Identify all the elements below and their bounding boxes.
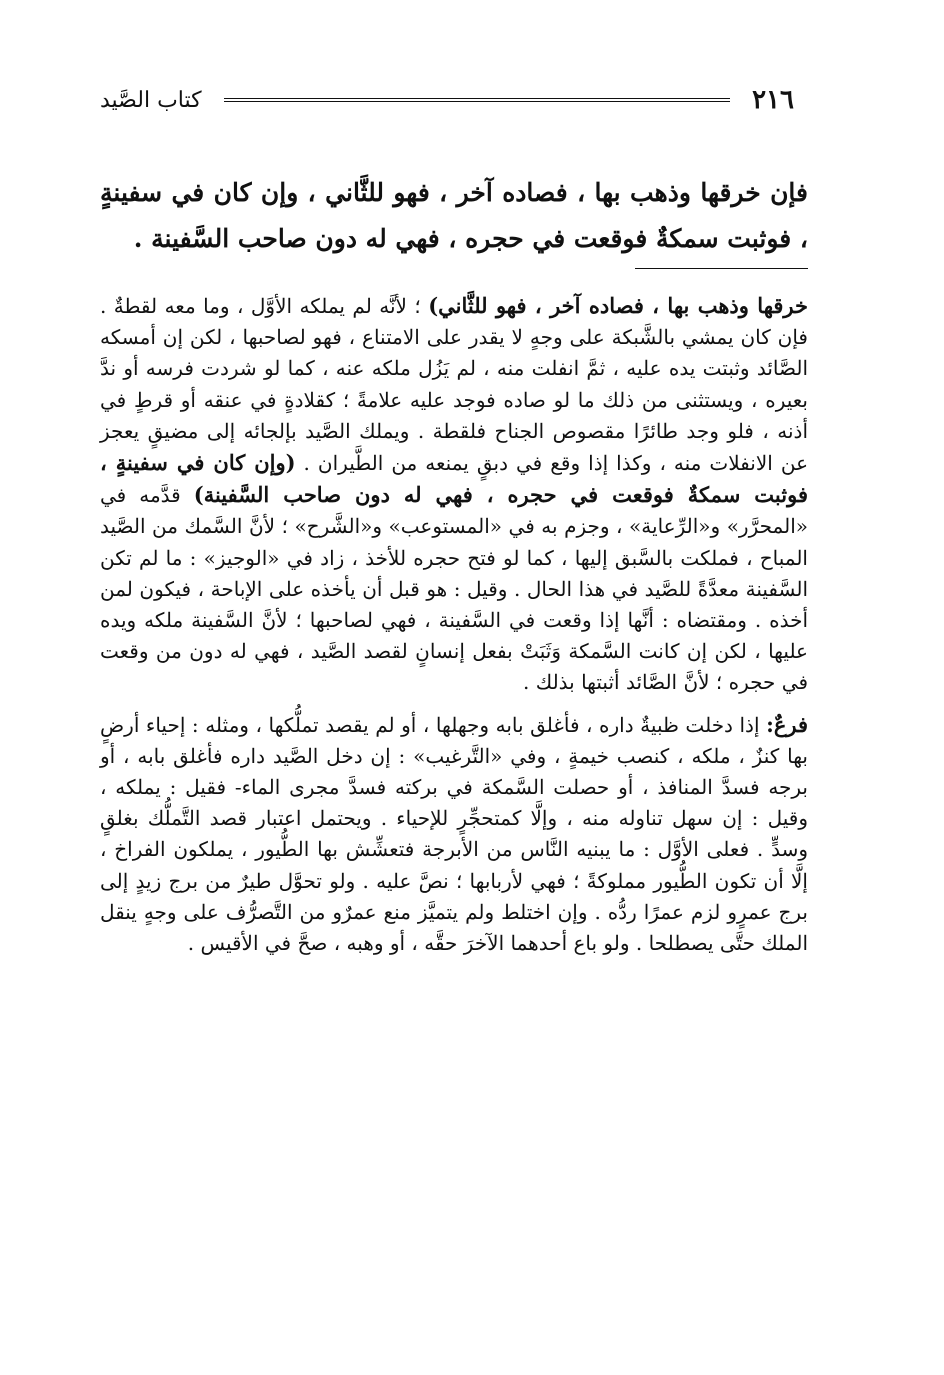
commentary-text: ؛ لأنَّه لم يملكه الأوَّل ، وما معه لقطةٌ . فإن كان يمشي بالشَّبكة على وجهٍ لا يقدر على الامتناع ، فهو لصاحبها ، لكن إن أمسكه الصَّائد وثبتت يده عليه ، ثمَّ انفلت منه ، لم يَزُل ملكه عنه ، كما لو شردت فرسه أو ندَّ بعيره ، ويستثنى من ذلك ما لو صاده فوجد عليه علامةً ؛ كقلادةٍ في عنقه أو قرطٍ في أذنه ، فلو وجد طائرًا مقصوص الجناح فلقطة . ويملك الصَّيد بإلجائه إلى مضيقٍ يعجز عن الانفلات منه ، وكذا إذا وقع في دبقٍ يمنعه من الطَّيران . xyxy=(100,294,808,476)
commentary-text: قدَّمه في «المحرَّر» و«الرِّعاية» ، وجزم به في «المستوعب» و«الشَّرح» ؛ لأنَّ السَّمك من الصَّيد المباح ، فملكت بالسَّبق إليها ، كما لو فتح حجره للأخذ ، زاد في «الوجيز» : ما لم تكن السَّفينة معدَّةً للصَّيد في هذا الحال . وقيل : هو قبل أن يأخذه على الإباحة ، فيكون لمن أخذه . ومقتضاه : أنَّها إذا وقعت في السَّفينة ، فهي لصاحبها ؛ لأنَّ السَّفينة ملكه ويده عليها ، لكن إن كانت السَّمكة وَثَبَتْ بفعل إنسانٍ لقصد الصَّيد ، فهي له دون من وقعت في حجره ؛ لأنَّ الصَّائد أثبتها بذلك . xyxy=(100,483,808,695)
far-heading: فرعٌ: xyxy=(766,711,808,737)
book-title: كتاب الصَّيد xyxy=(100,87,202,113)
far-paragraph xyxy=(100,709,808,960)
header-rule xyxy=(224,98,730,102)
matn-text: فإن خرقها وذهب بها ، فصاده آخر ، فهو للثَّاني ، وإن كان في سفينةٍ ، فوثبت سمكةٌ فوقعت في حجره ، فهي له دون صاحب السَّفينة . xyxy=(100,178,808,253)
page-header xyxy=(100,80,794,120)
quoted-matn: خرقها وذهب بها ، فصاده آخر ، فهو للثَّاني) xyxy=(428,293,808,318)
far-text: إذا دخلت ظبيةٌ داره ، فأغلق بابه وجهلها ، أو لم يقصد تملُّكها ، ومثله : إحياء أرضٍ بها كنزٌ ، ملكه ، كنصب خيمةٍ ، وفي «التَّرغيب» : إن دخل الصَّيد داره فأغلق بابه ، أو برجه فسدَّ المنافذ ، أو حصلت السَّمكة في بركته فسدَّ مجرى الماء- فقيل : يملكه ، وقيل : إن سهل تناوله منه ، وإلَّا كمتحجِّرٍ للإحياء . ويحتمل اعتبار قصد التَّملُّك بغلقٍ وسدٍّ . فعلى الأوَّل : ما يبنيه النَّاس من الأبرجة فتعشِّش بها الطُّيور ، يملكون الفراخ ، إلَّا أن تكون الطُّيور مملوكةً ؛ فهي لأربابها ؛ نصَّ عليه . ولو تحوَّل طيرٌ من برج زيدٍ إلى برج عمرٍو لزم عمرًا ردُّه . وإن اختلط ولم يتميَّز منع عمرٌو من التَّصرُّف على وجهٍ ينقل الملك حتَّى يصطلحا . ولو باع أحدهما الآخرَ حقَّه ، أو وهبه ، صحَّ في الأقيس . xyxy=(100,712,808,956)
page-number: ٢١٦ xyxy=(752,85,794,115)
commentary-paragraph xyxy=(100,290,808,699)
quoted-matn: (وإن كان في سفينةٍ ، فوثبت سمكةٌ فوقعت في حجره ، فهي له دون صاحب السَّفينة) xyxy=(100,450,808,508)
commentary xyxy=(100,290,808,959)
matn-separator xyxy=(635,268,808,269)
